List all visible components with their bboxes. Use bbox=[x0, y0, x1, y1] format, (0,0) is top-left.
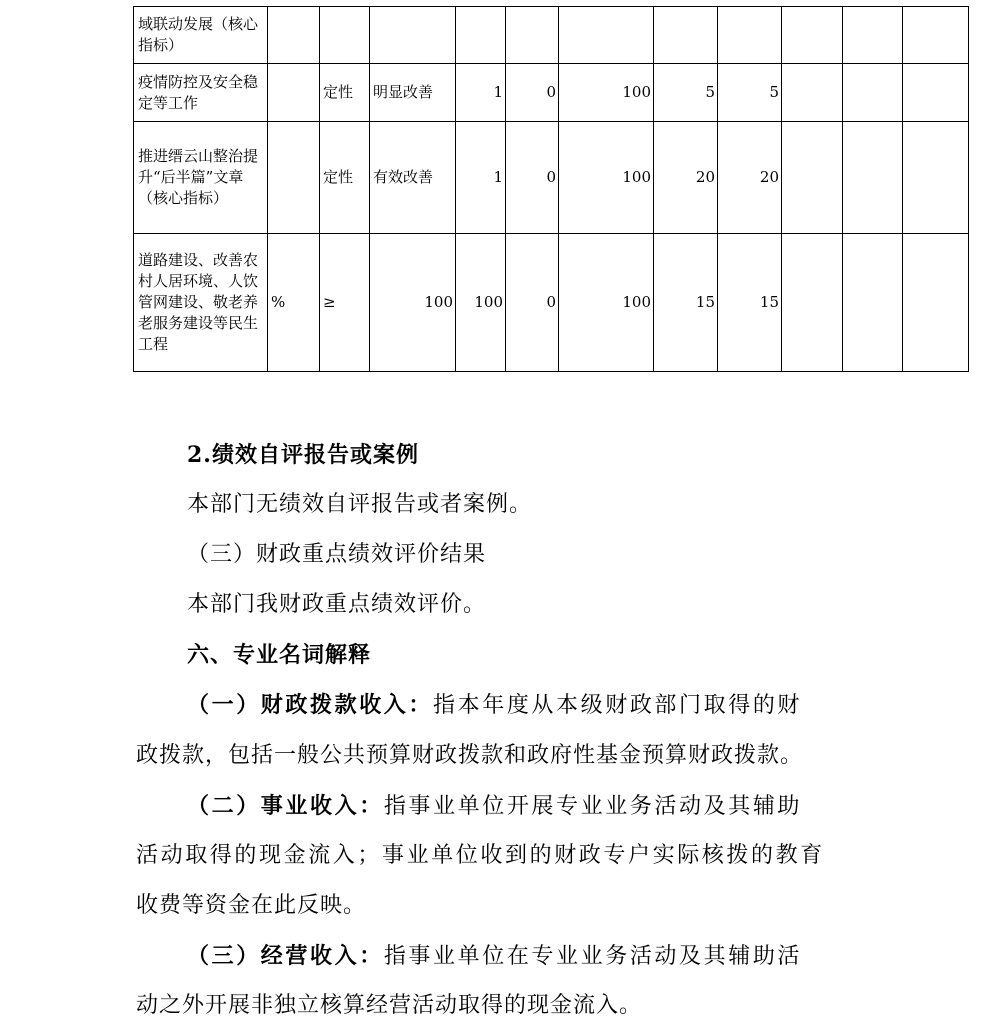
empty-cell bbox=[903, 234, 969, 372]
value-cell bbox=[506, 7, 559, 64]
value-cell: 100 bbox=[559, 122, 654, 234]
paragraph-report: 本部门无绩效自评报告或者案例。 bbox=[187, 492, 533, 517]
term-2-line-1 bbox=[187, 791, 802, 822]
term-1-line-1 bbox=[187, 690, 802, 721]
term-3-line-1 bbox=[187, 941, 802, 972]
unit-cell: % bbox=[268, 234, 320, 372]
table-row bbox=[134, 64, 969, 122]
table-row bbox=[134, 122, 969, 234]
value-cell: 20 bbox=[654, 122, 718, 234]
section-heading-finance: （三）财政重点绩效评价结果 bbox=[187, 542, 487, 567]
empty-cell bbox=[903, 64, 969, 122]
value-cell bbox=[654, 7, 718, 64]
term-1-line-2: 政拨款，包括一般公共预算财政拨款和政府性基金预算财政拨款。 bbox=[136, 743, 804, 768]
nature-cell bbox=[320, 7, 370, 64]
term-3-label: （三）经营收入： bbox=[187, 943, 384, 969]
empty-cell bbox=[903, 122, 969, 234]
indicator-name: 疫情防控及安全稳定等工作 bbox=[134, 64, 268, 122]
actual-cell: 1 bbox=[456, 64, 506, 122]
table-row bbox=[134, 7, 969, 64]
value-cell: 20 bbox=[718, 122, 782, 234]
nature-cell: 定性 bbox=[320, 122, 370, 234]
empty-cell bbox=[782, 122, 843, 234]
term-2-line-3: 收费等资金在此反映。 bbox=[136, 893, 367, 918]
empty-cell bbox=[782, 234, 843, 372]
target-cell: 有效改善 bbox=[370, 122, 456, 234]
term-2-label: （二）事业收入： bbox=[187, 793, 384, 819]
empty-cell bbox=[843, 64, 903, 122]
performance-table bbox=[133, 6, 969, 372]
empty-cell bbox=[782, 7, 843, 64]
term-2-line-2: 活动取得的现金流入；事业单位收到的财政专户实际核拨的教育 bbox=[136, 843, 825, 868]
value-cell: 0 bbox=[506, 234, 559, 372]
actual-cell: 100 bbox=[456, 234, 506, 372]
term-1-label: （一）财政拨款收入： bbox=[187, 692, 434, 718]
term-3-line-2: 动之外开展非独立核算经营活动取得的现金流入。 bbox=[136, 993, 643, 1018]
empty-cell bbox=[782, 64, 843, 122]
target-cell: 明显改善 bbox=[370, 64, 456, 122]
indicator-name: 推进缙云山整治提升“后半篇”文章（核心指标） bbox=[134, 122, 268, 234]
value-cell bbox=[559, 7, 654, 64]
indicator-name: 域联动发展（核心指标） bbox=[134, 7, 268, 64]
value-cell: 100 bbox=[559, 234, 654, 372]
section-heading-terms: 六、专业名词解释 bbox=[187, 642, 372, 668]
value-cell: 0 bbox=[506, 64, 559, 122]
target-cell bbox=[370, 7, 456, 64]
unit-cell bbox=[268, 122, 320, 234]
target-cell: 100 bbox=[370, 234, 456, 372]
empty-cell bbox=[903, 7, 969, 64]
value-cell: 15 bbox=[718, 234, 782, 372]
indicator-name: 道路建设、改善农村人居环境、人饮管网建设、敬老养老服务建设等民生工程 bbox=[134, 234, 268, 372]
table-row bbox=[134, 234, 969, 372]
value-cell: 5 bbox=[654, 64, 718, 122]
term-3-text: 指事业单位在专业业务活动及其辅助活 bbox=[383, 944, 803, 969]
nature-cell: ≥ bbox=[320, 234, 370, 372]
term-1-text: 指本年度从本级财政部门取得的财 bbox=[433, 693, 803, 718]
nature-cell: 定性 bbox=[320, 64, 370, 122]
empty-cell bbox=[843, 122, 903, 234]
value-cell bbox=[718, 7, 782, 64]
paragraph-finance: 本部门我财政重点绩效评价。 bbox=[187, 592, 487, 617]
value-cell: 100 bbox=[559, 64, 654, 122]
section-heading-report: 2.绩效自评报告或案例 bbox=[187, 442, 419, 468]
actual-cell: 1 bbox=[456, 122, 506, 234]
empty-cell bbox=[843, 234, 903, 372]
actual-cell bbox=[456, 7, 506, 64]
value-cell: 0 bbox=[506, 122, 559, 234]
unit-cell bbox=[268, 7, 320, 64]
value-cell: 5 bbox=[718, 64, 782, 122]
unit-cell bbox=[268, 64, 320, 122]
empty-cell bbox=[843, 7, 903, 64]
term-2-text: 指事业单位开展专业业务活动及其辅助 bbox=[383, 794, 803, 819]
value-cell: 15 bbox=[654, 234, 718, 372]
